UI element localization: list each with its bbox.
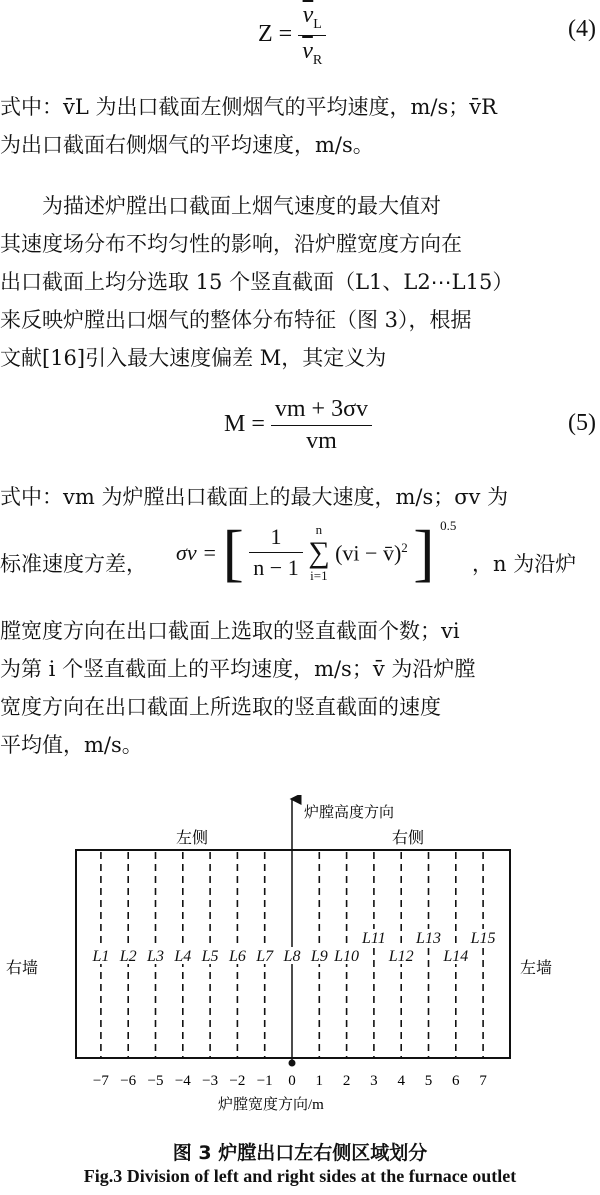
- para2-line2: 其速度场分布不均匀性的影响，沿炉膛宽度方向在: [0, 232, 462, 256]
- tick-label: −6: [120, 1073, 137, 1089]
- equation-5: [224, 396, 372, 455]
- eq4-lhs: Z =: [258, 20, 293, 47]
- tick-label: 2: [342, 1073, 351, 1089]
- tick-label: 7: [479, 1073, 487, 1089]
- para2-line4: 来反映炉膛出口烟气的整体分布特征（图 3），根据: [0, 308, 472, 332]
- figure-3-diagram: [0, 795, 600, 1115]
- paragraph-3-rest: [0, 612, 600, 764]
- tick-label: 1: [315, 1073, 324, 1089]
- eq5-lhs: M =: [224, 411, 265, 438]
- section-label: L6: [228, 948, 246, 965]
- paragraph-2: [0, 187, 600, 225]
- para3-line4: 为第 i 个竖直截面上的平均速度，m/s；v̄ 为沿炉膛: [0, 657, 476, 681]
- tick-label: −7: [92, 1073, 109, 1089]
- section-label: L13: [416, 930, 441, 947]
- paragraph-3-line1: 式中：vm 为炉膛出口截面上的最大速度，m/s；σv 为: [0, 485, 509, 509]
- right-side-label: 右侧: [392, 830, 425, 847]
- section-label: L2: [119, 948, 137, 965]
- para3-line5: 宽度方向在出口截面上所选取的竖直截面的速度: [0, 695, 441, 719]
- para3-line6: 平均值，m/s。: [0, 733, 143, 757]
- tick-label: 6: [452, 1073, 460, 1089]
- paragraph-2-cont: [0, 225, 600, 377]
- tick-labels: [93, 1073, 487, 1089]
- tick-label: 3: [370, 1073, 378, 1089]
- tick-label: −4: [174, 1073, 191, 1089]
- left-wall-label: 左墙: [520, 960, 553, 977]
- section-label: L7: [256, 948, 274, 965]
- para2-line5: 文献[16]引入最大速度偏差 M，其定义为: [0, 346, 387, 370]
- tick-label: 4: [397, 1073, 405, 1089]
- para3-line2a: 标准速度方差，: [0, 552, 147, 576]
- tick-label: −3: [202, 1073, 219, 1089]
- figure-caption-en: Fig.3 Division of left and right sides at the furnace outlet: [83, 1166, 517, 1186]
- eq5-number: (5): [568, 410, 596, 436]
- tick-label: −5: [147, 1073, 164, 1089]
- x-axis-label: 炉膛宽度方向/m: [218, 1097, 324, 1113]
- para3-line3: 膛宽度方向在出口截面上选取的竖直截面个数；vi: [0, 619, 460, 643]
- section-label: L15: [470, 930, 496, 947]
- tick-label: −2: [229, 1073, 246, 1089]
- section-label: L1: [92, 948, 110, 965]
- section-label: L4: [174, 948, 192, 965]
- vertical-axis-label: 炉膛高度方向: [304, 805, 395, 821]
- section-label: L3: [147, 948, 164, 965]
- para1-line1: 式中：v̄L 为出口截面左侧烟气的平均速度，m/s；v̄R: [0, 95, 497, 119]
- para2-line3: 出口截面上均分选取 15 个竖直截面（L1、L2⋯L15）: [0, 270, 514, 294]
- sigma-formula: σv = [ $\frac{1}{n - 1}$ n ∑ i=1 (vi − v̄)$^2$ ] $^{0.5}$: [176, 516, 457, 588]
- para3-line2b: ，n 为沿炉: [472, 552, 577, 576]
- section-label: L9: [310, 948, 328, 965]
- eq5-fraction: $\frac{vm + 3\sigma v}{vm}$: [271, 396, 372, 455]
- tick-label: 5: [424, 1073, 433, 1089]
- section-label: L10: [334, 948, 360, 965]
- eq4-fraction: $\frac{\overline{v}_L}{\overline{v}_R}$: [298, 2, 326, 69]
- para2-line1: 为描述炉膛出口截面上烟气速度的最大值对: [42, 194, 441, 218]
- section-label: L8: [283, 948, 301, 965]
- para1-line2: 为出口截面右侧烟气的平均速度，m/s。: [0, 133, 374, 157]
- section-label: L14: [443, 948, 469, 965]
- right-wall-label: 右墙: [6, 960, 39, 977]
- equation-4: [258, 2, 326, 69]
- figure-caption-cn: 图 3 炉膛出口左右侧区域划分: [172, 1142, 428, 1164]
- section-label: L12: [388, 948, 414, 965]
- tick-label: −1: [256, 1073, 273, 1089]
- origin-dot: [289, 1060, 296, 1067]
- section-label: L11: [362, 930, 386, 947]
- paragraph-1: [0, 88, 600, 164]
- section-label: L5: [201, 948, 219, 965]
- tick-label: 0: [288, 1073, 296, 1089]
- left-side-label: 左侧: [176, 830, 209, 847]
- eq4-number: (4): [568, 16, 596, 42]
